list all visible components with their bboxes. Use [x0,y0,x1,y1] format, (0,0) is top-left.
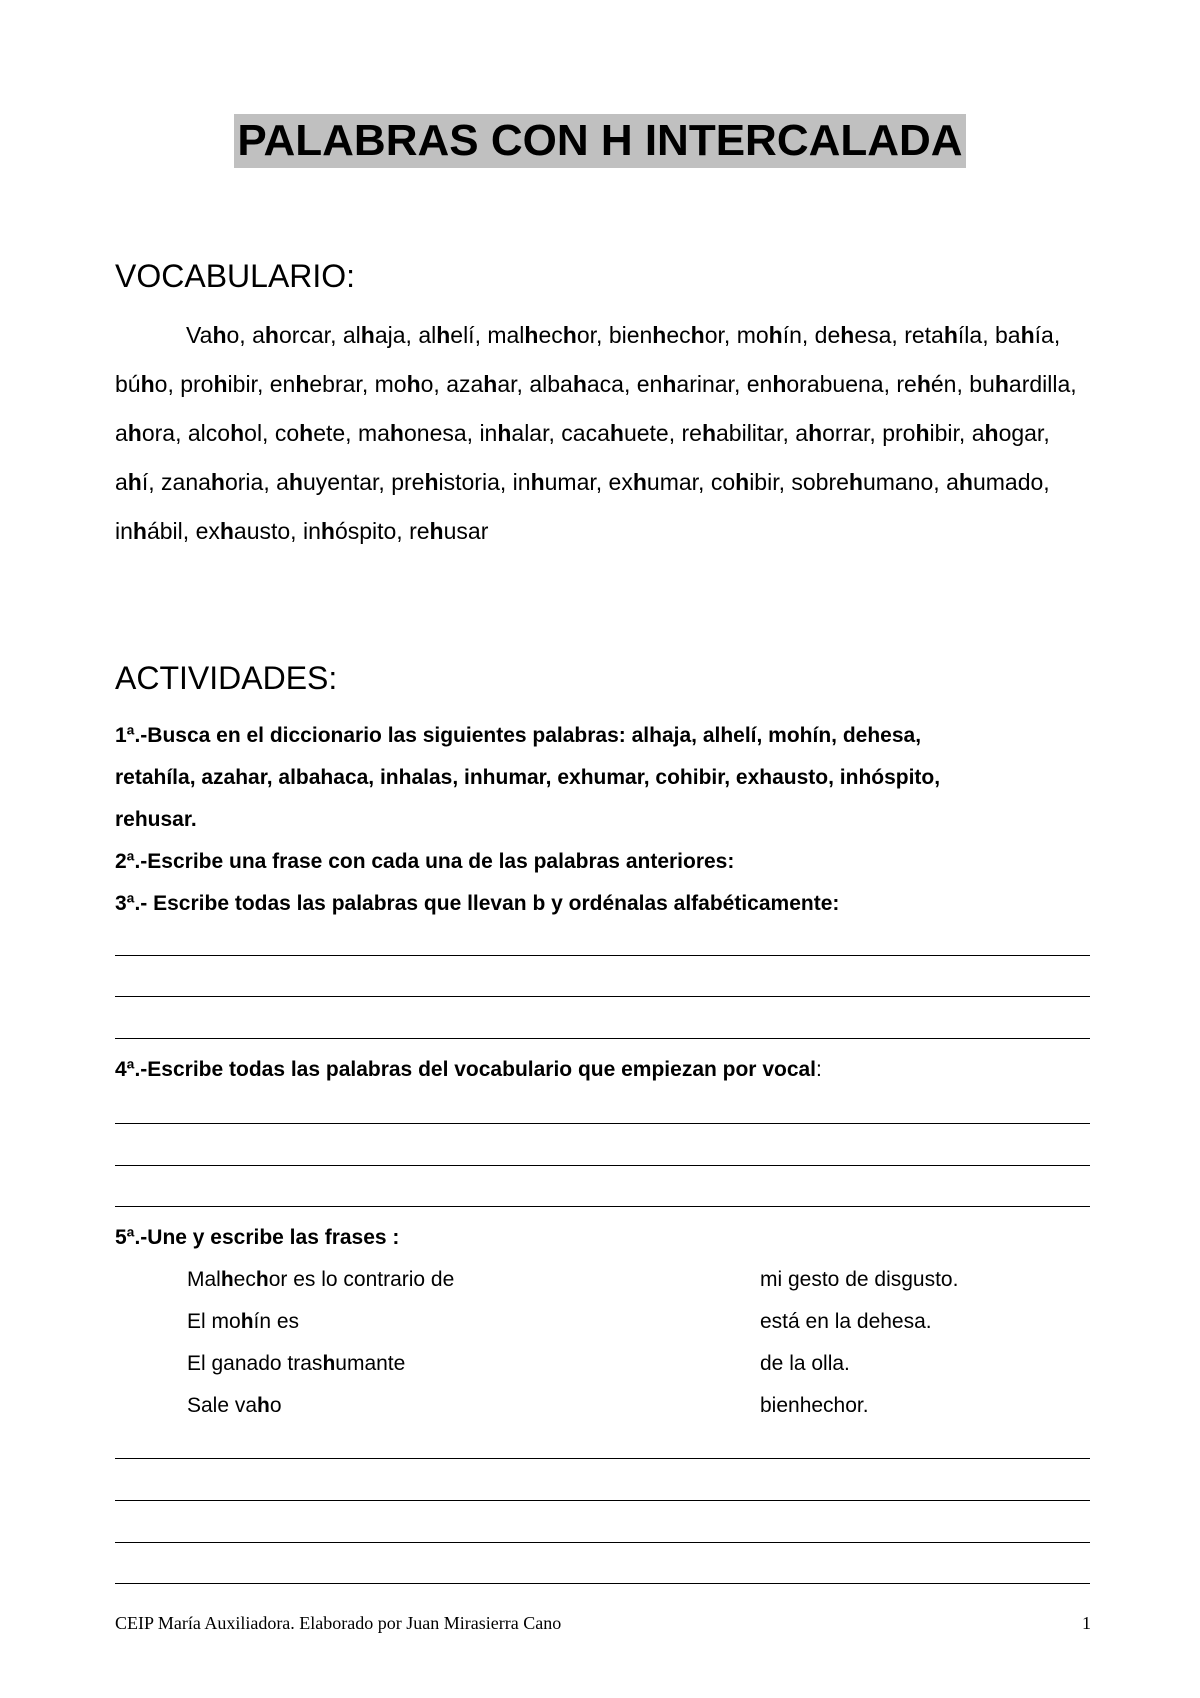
vocabulary-word: dehesa, [814,322,898,348]
vocabulary-word: exhumar, [608,469,705,495]
vocabulary-word: ahorrar, [795,420,876,446]
vocabulary-word: rehén, [896,371,963,397]
highlighted-h: h [984,420,999,446]
vocabulary-word: Vaho, [186,322,246,348]
vocabulary-word: ahogar, [971,420,1050,446]
highlighted-h: h [690,322,705,348]
answer-line[interactable] [115,1542,1090,1543]
highlighted-h: h [299,420,314,446]
vocabulary-paragraph [115,311,1095,556]
highlighted-h: h [424,469,439,495]
vocabulary-word: cacahuete, [561,420,676,446]
highlighted-h: h [320,518,335,544]
highlighted-h: h [562,322,577,348]
answer-line[interactable] [115,955,1090,956]
vocabulary-word: inhóspito, [302,518,403,544]
page-title: PALABRAS CON H INTERCALADA [234,114,965,168]
highlighted-h: h [295,371,310,397]
highlighted-h: h [389,420,404,446]
vocabulary-word: ahorcar, [252,322,337,348]
highlighted-h: h [127,469,142,495]
vocabulary-word: sobrehumano, [791,469,940,495]
highlighted-h: h [127,420,142,446]
activity1-line: rehusar. [115,808,197,831]
match-right-item: de la olla. [760,1352,850,1375]
highlighted-h: h [360,322,375,348]
match-left-item: Sale vaho [187,1394,282,1417]
highlighted-h: h [943,322,958,348]
match-left-item: Malhechor es lo contrario de [187,1268,455,1291]
highlighted-h: h [240,1310,254,1333]
highlighted-h: h [768,322,783,348]
highlighted-h: h [230,420,245,446]
match-right-item: bienhechor. [760,1394,869,1417]
answer-line[interactable] [115,1458,1090,1459]
vocabulary-word: malhechor, [487,322,603,348]
answer-line[interactable] [115,1165,1090,1166]
vocabulary-text [115,322,1077,544]
highlighted-h: h [958,469,973,495]
highlighted-h: h [530,469,545,495]
highlighted-h: h [255,1268,269,1291]
activity1-line: 1ª.-Busca en el diccionario las siguientes palabras: alhaja, alhelí, mohín, dehesa, [115,724,922,747]
match-right-item: mi gesto de disgusto. [760,1268,959,1291]
footer-credit: CEIP María Auxiliadora. Elaborado por Juan Mirasierra Cano [115,1613,562,1633]
vocabulary-word: alcohol, [187,420,269,446]
vocabulary-word: rehabilitar, [681,420,789,446]
highlighted-h: h [772,371,787,397]
highlighted-h: h [436,322,451,348]
highlighted-h: h [916,371,931,397]
activity4-colon: : [816,1058,822,1081]
vocabulary-word: bahía, [994,322,1061,348]
highlighted-h: h [257,1394,270,1417]
highlighted-h: h [219,518,234,544]
vocabulary-word: ahí, [115,469,155,495]
match-right-item: está en la dehesa. [760,1310,932,1333]
vocabulary-word: inhábil, [115,518,190,544]
match-left-item: El ganado trashumante [187,1352,406,1375]
vocabulary-word: bienhechor, [608,322,731,348]
highlighted-h: h [210,469,225,495]
highlighted-h: h [288,469,303,495]
highlighted-h: h [572,371,587,397]
vocabulary-word: alhaja, [342,322,412,348]
vocabulary-word: enharinar, [636,371,741,397]
answer-line[interactable] [115,1038,1090,1039]
highlighted-h: h [406,371,421,397]
highlighted-h: h [652,322,667,348]
vocabulary-word: azahar, [446,371,523,397]
vocabulary-word: rehusar [409,518,489,544]
vocabulary-word: zanahoria, [161,469,270,495]
vocabulary-word: retahíla, [904,322,989,348]
highlighted-h: h [609,420,624,446]
vocabulary-heading: VOCABULARIO: [115,258,356,294]
activity2-text: 2ª.-Escribe una frase con cada una de las palabras anteriores: [115,850,735,873]
highlighted-h: h [322,1352,336,1375]
activity4-text [115,1057,822,1083]
vocabulary-word: cohibir, [710,469,785,495]
vocabulary-word: enhebrar, [269,371,369,397]
vocabulary-word: mohín, [736,322,809,348]
highlighted-h: h [497,420,512,446]
activity5-text: 5ª.-Une y escribe las frases : [115,1226,400,1249]
vocabulary-word: ahora, [115,420,182,446]
vocabulary-word: inhalar, [479,420,555,446]
activity1-line: retahíla, azahar, albahaca, inhalas, inhumar, exhumar, cohibir, exhausto, inhóspito, [115,766,941,789]
activities-heading: ACTIVIDADES: [115,660,338,696]
highlighted-h: h [264,322,279,348]
highlighted-h: h [1020,322,1035,348]
vocabulary-word: moho, [374,371,440,397]
answer-line[interactable] [115,1206,1090,1207]
title-container [0,114,1200,168]
vocabulary-word: exhausto, [195,518,297,544]
answer-line[interactable] [115,1500,1090,1501]
highlighted-h: h [483,371,498,397]
vocabulary-word: enhorabuena, [746,371,890,397]
answer-line[interactable] [115,996,1090,997]
match-left-item: El mohín es [187,1310,300,1333]
vocabulary-word: cohete, [274,420,352,446]
highlighted-h: h [132,518,147,544]
highlighted-h: h [140,371,155,397]
vocabulary-word: ahumado, [946,469,1050,495]
highlighted-h: h [840,322,855,348]
vocabulary-word: prohibir, [882,420,966,446]
answer-line[interactable] [115,1123,1090,1124]
highlighted-h: h [213,371,228,397]
vocabulary-word: prehistoria, [391,469,507,495]
vocabulary-word: buhardilla, [969,371,1077,397]
highlighted-h: h [429,518,444,544]
highlighted-h: h [994,371,1009,397]
vocabulary-word: mahonesa, [357,420,474,446]
vocabulary-word: alhelí, [418,322,481,348]
vocabulary-word: albahaca, [529,371,631,397]
highlighted-h: h [212,322,227,348]
highlighted-h: h [220,1268,234,1291]
highlighted-h: h [524,322,539,348]
vocabulary-word: prohibir, [180,371,264,397]
highlighted-h: h [701,420,716,446]
highlighted-h: h [915,420,930,446]
vocabulary-word: ahuyentar, [276,469,385,495]
highlighted-h: h [632,469,647,495]
page-number: 1 [1082,1613,1091,1633]
activity4-label: 4ª.-Escribe todas las palabras del vocabulario que empiezan por vocal [115,1058,817,1081]
highlighted-h: h [808,420,823,446]
vocabulary-word: búho, [115,371,174,397]
vocabulary-word: inhumar, [512,469,603,495]
highlighted-h: h [662,371,677,397]
answer-line[interactable] [115,1583,1090,1584]
highlighted-h: h [848,469,863,495]
highlighted-h: h [735,469,750,495]
activity3-text: 3ª.- Escribe todas las palabras que llevan b y ordénalas alfabéticamente: [115,892,840,915]
